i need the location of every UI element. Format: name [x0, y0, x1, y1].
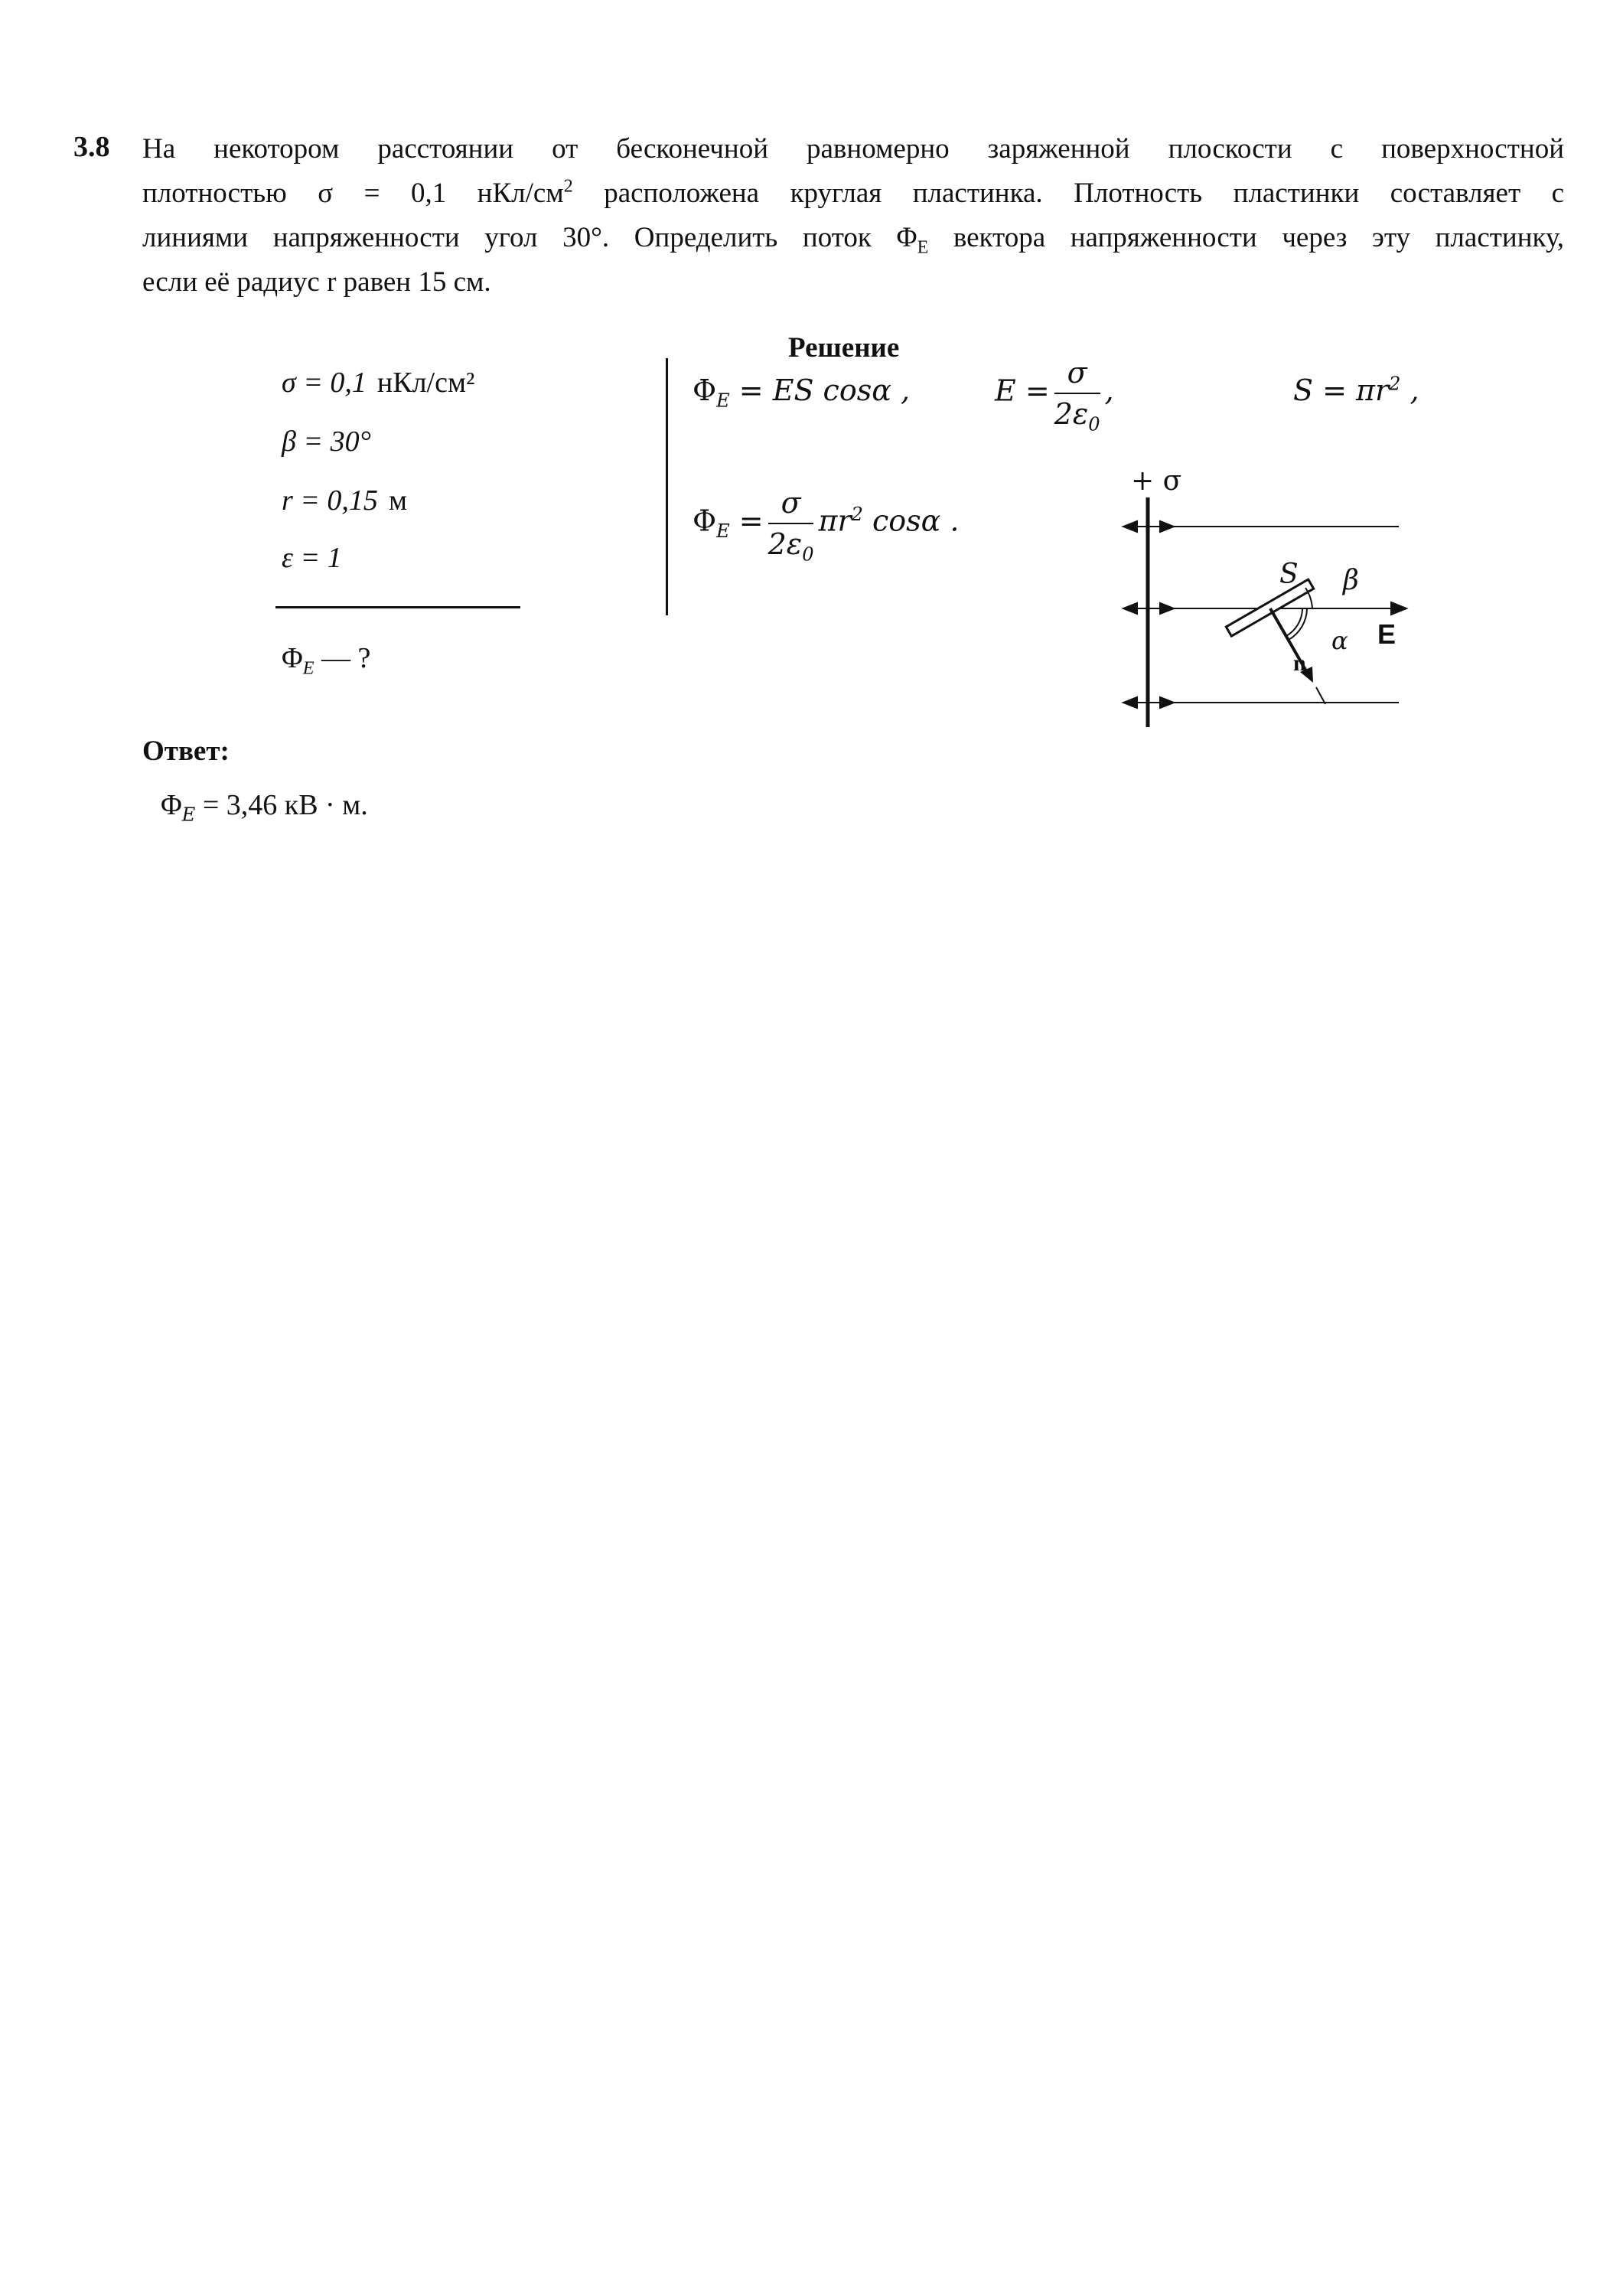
arrow-right-3	[1160, 697, 1174, 708]
normal-extension	[1316, 687, 1325, 704]
normal-label: n	[1293, 651, 1306, 676]
given-sigma: σ = 0,1 нКл/см²	[282, 367, 475, 399]
given-radius: r = 0,15 м	[282, 484, 407, 517]
problem-line-1: На некотором расстоянии от бесконечной равномерно заряженной плоскости с поверхностной	[142, 133, 1564, 165]
problem-number: 3.8	[73, 131, 110, 163]
arrow-left-2	[1123, 603, 1137, 614]
problem-line-2: плотностью σ = 0,1 нКл/$см^2$ расположена круглая пластинка. Плотность пластинки составляет с	[142, 176, 1564, 209]
problem-line-4: если её радиус r равен 15 см.	[142, 266, 491, 298]
plate-label: S	[1279, 559, 1299, 590]
problem-line-3: линиями напряженности угол 30°. Определить поток $\Phi_E$ вектора напряженности через эту пластинку,	[142, 222, 1565, 258]
flux-formula: $\Phi_E$ = ES cosα ,	[693, 373, 911, 412]
arrow-right-2	[1160, 603, 1174, 614]
problem-statement	[142, 127, 1564, 305]
given-epsilon: ε = 1	[282, 542, 342, 574]
field-label: E	[1377, 618, 1396, 650]
solution-separator	[666, 358, 668, 615]
arrow-right-1	[1160, 521, 1174, 532]
area-formula: $S = \pi r^2$ ,	[1293, 373, 1419, 407]
solution-heading: Решение	[788, 332, 900, 364]
plane-label: + σ	[1131, 465, 1182, 497]
answer-formula: $\Phi_E = 3,46$ кВ · м.	[161, 789, 368, 826]
arrow-left-1	[1123, 521, 1137, 532]
field-diagram	[1087, 459, 1423, 735]
field-formula: E = $\frac{\sigma}{2\varepsilon_0}$ ,	[995, 356, 1114, 435]
arrow-left-3	[1123, 697, 1137, 708]
given-unknown: $\Phi_E$ — ?	[282, 642, 371, 679]
given-beta: β = 30°	[282, 426, 371, 458]
alpha-arc	[1286, 608, 1302, 636]
given-divider	[275, 606, 520, 608]
beta-label: β	[1343, 565, 1359, 596]
answer-label: Ответ:	[142, 735, 230, 767]
field-arrowhead	[1391, 602, 1406, 615]
result-formula: $\Phi_E$ = $\frac{\sigma}{2\varepsilon_0}$ $\pi r^2$ cosα .	[693, 486, 960, 566]
alpha-label: α	[1331, 626, 1348, 655]
